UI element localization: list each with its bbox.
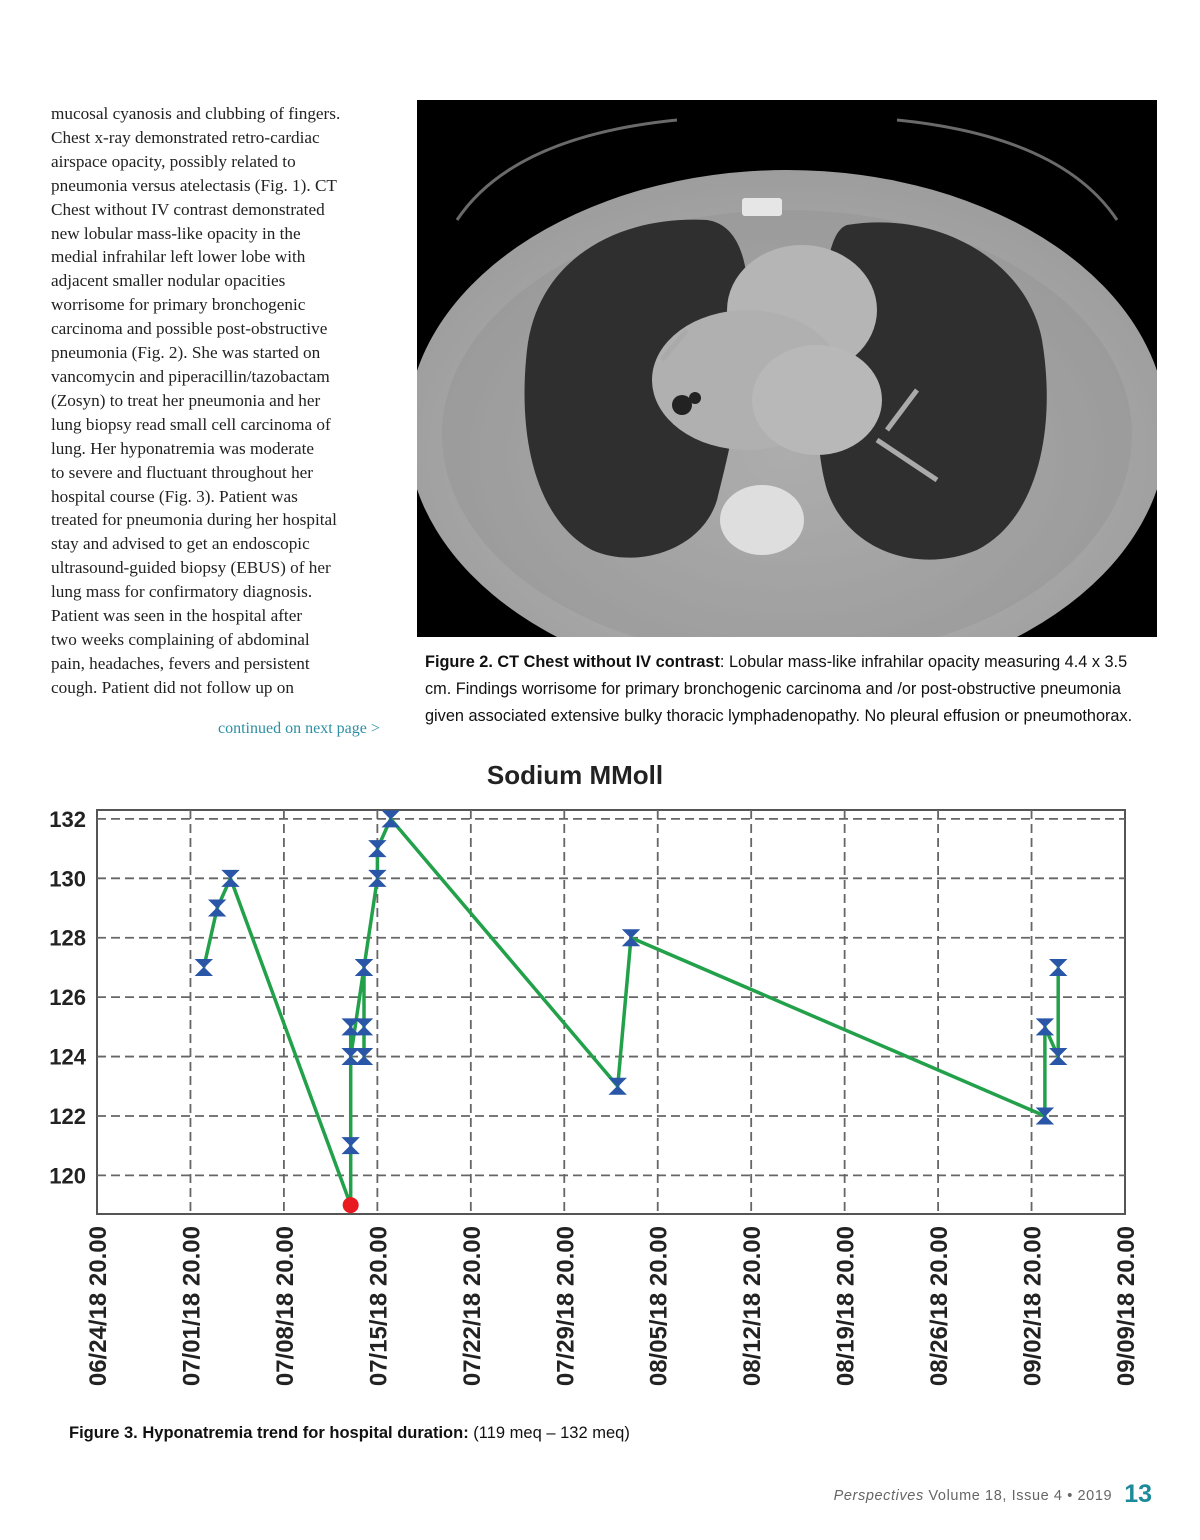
issue-info: Volume 18, Issue 4 • 2019 — [923, 1488, 1113, 1504]
x-tick-label: 09/02/18 20.00 — [1019, 1226, 1047, 1387]
body-text-line: adjacent smaller nodular opacities — [51, 271, 286, 291]
body-text-line: worrisome for primary bronchogenic — [51, 295, 306, 315]
data-point — [356, 959, 372, 975]
body-text-line: to severe and fluctuant throughout her — [51, 462, 314, 482]
continued-link[interactable]: continued on next page > — [218, 720, 380, 737]
journal-name: Perspectives — [833, 1488, 924, 1504]
data-point — [1050, 959, 1066, 975]
body-text-line: lung biopsy read small cell carcinoma of — [51, 414, 331, 434]
x-tick-label: 06/24/18 20.00 — [85, 1226, 112, 1387]
body-text-line: lung. Her hyponatremia was moderate — [51, 438, 314, 458]
x-tick-label: 07/01/18 20.00 — [178, 1226, 206, 1387]
x-tick-label: 08/05/18 20.00 — [645, 1226, 673, 1387]
body-text-line: treated for pneumonia during her hospital — [51, 510, 337, 530]
x-tick-label: 07/22/18 20.00 — [458, 1226, 486, 1387]
data-point — [610, 1078, 626, 1094]
sodium-chart — [0, 790, 1200, 1410]
body-text — [51, 102, 399, 700]
body-text-line: lung mass for confirmatory diagnosis. — [51, 582, 313, 602]
data-point — [343, 1138, 359, 1154]
body-text-line: pain, headaches, fevers and persistent — [51, 653, 310, 673]
y-tick-label: 130 — [49, 866, 86, 892]
chart-title: Sodium MMoll — [486, 760, 664, 790]
data-point — [1037, 1019, 1053, 1035]
y-tick-label: 126 — [49, 985, 86, 1011]
ct-scan-image — [417, 100, 1157, 637]
body-text-line: airspace opacity, possibly related to — [51, 151, 296, 171]
body-text-line: stay and advised to get an endoscopic — [51, 534, 310, 554]
data-point — [209, 900, 225, 916]
x-tick-label: 07/08/18 20.00 — [271, 1226, 299, 1387]
y-tick-label: 124 — [49, 1044, 86, 1070]
data-point — [369, 841, 385, 857]
body-text-line: pneumonia (Fig. 2). She was started on — [51, 343, 321, 363]
figure3-range: (119 meq – 132 meq) — [468, 1424, 630, 1442]
body-text-line: new lobular mass-like opacity in the — [51, 223, 301, 243]
body-text-line: medial infrahilar left lower lobe with — [51, 247, 306, 267]
y-tick-label: 122 — [49, 1103, 86, 1129]
body-text-line: Chest without IV contrast demonstrated — [51, 199, 325, 219]
y-tick-label: 132 — [49, 806, 86, 832]
body-text-line: (Zosyn) to treat her pneumonia and her — [51, 390, 321, 410]
x-tick-label: 09/09/18 20.00 — [1113, 1226, 1140, 1387]
body-text-line: carcinoma and possible post-obstructive — [51, 319, 328, 339]
figure3-caption — [69, 1424, 630, 1443]
figure2-line-1: : Lobular mass-like infrahilar opacity measuring 4.4 x 3.5 — [719, 653, 1128, 671]
body-text-line: pneumonia versus atelectasis (Fig. 1). CT — [51, 175, 337, 195]
x-tick-label: 08/19/18 20.00 — [832, 1226, 860, 1387]
data-point — [356, 1019, 372, 1035]
body-text-line: Chest x-ray demonstrated retro-cardiac — [51, 127, 320, 147]
body-text-line: two weeks complaining of abdominal — [51, 629, 310, 649]
figure2-label: Figure 2. CT Chest without IV contrast — [425, 653, 720, 671]
data-point — [196, 959, 212, 975]
y-tick-label: 128 — [49, 925, 86, 951]
figure2-line-3: given associated extensive bulky thoracic lymphadenopathy. No pleural effusion or pneumothorax. — [425, 707, 1133, 725]
body-text-line: hospital course (Fig. 3). Patient was — [51, 486, 298, 506]
x-tick-label: 07/29/18 20.00 — [552, 1226, 580, 1387]
body-text-line: ultrasound-guided biopsy (EBUS) of her — [51, 558, 331, 578]
figure3-label: Figure 3. Hyponatremia trend for hospital duration: — [69, 1424, 469, 1442]
page-footer — [834, 1480, 1152, 1509]
page-number: 13 — [1124, 1480, 1152, 1508]
y-tick-label: 120 — [49, 1163, 86, 1189]
plot-frame — [97, 810, 1125, 1214]
sodium-series-line — [204, 819, 1058, 1205]
figure2-line-2: cm. Findings worrisome for primary bronchogenic carcinoma and /or post-obstructive pneumonia — [425, 680, 1121, 698]
lowest-sodium-point — [343, 1197, 359, 1213]
x-tick-label: 08/26/18 20.00 — [926, 1226, 954, 1387]
body-text-line: Patient was seen in the hospital after — [51, 606, 303, 626]
x-tick-label: 07/15/18 20.00 — [365, 1226, 393, 1387]
body-text-line: mucosal cyanosis and clubbing of fingers. — [51, 104, 341, 123]
x-tick-label: 08/12/18 20.00 — [739, 1226, 767, 1387]
figure2-caption — [425, 649, 1160, 730]
body-text-line: cough. Patient did not follow up on — [51, 677, 294, 697]
body-text-line: vancomycin and piperacillin/tazobactam — [51, 366, 330, 386]
